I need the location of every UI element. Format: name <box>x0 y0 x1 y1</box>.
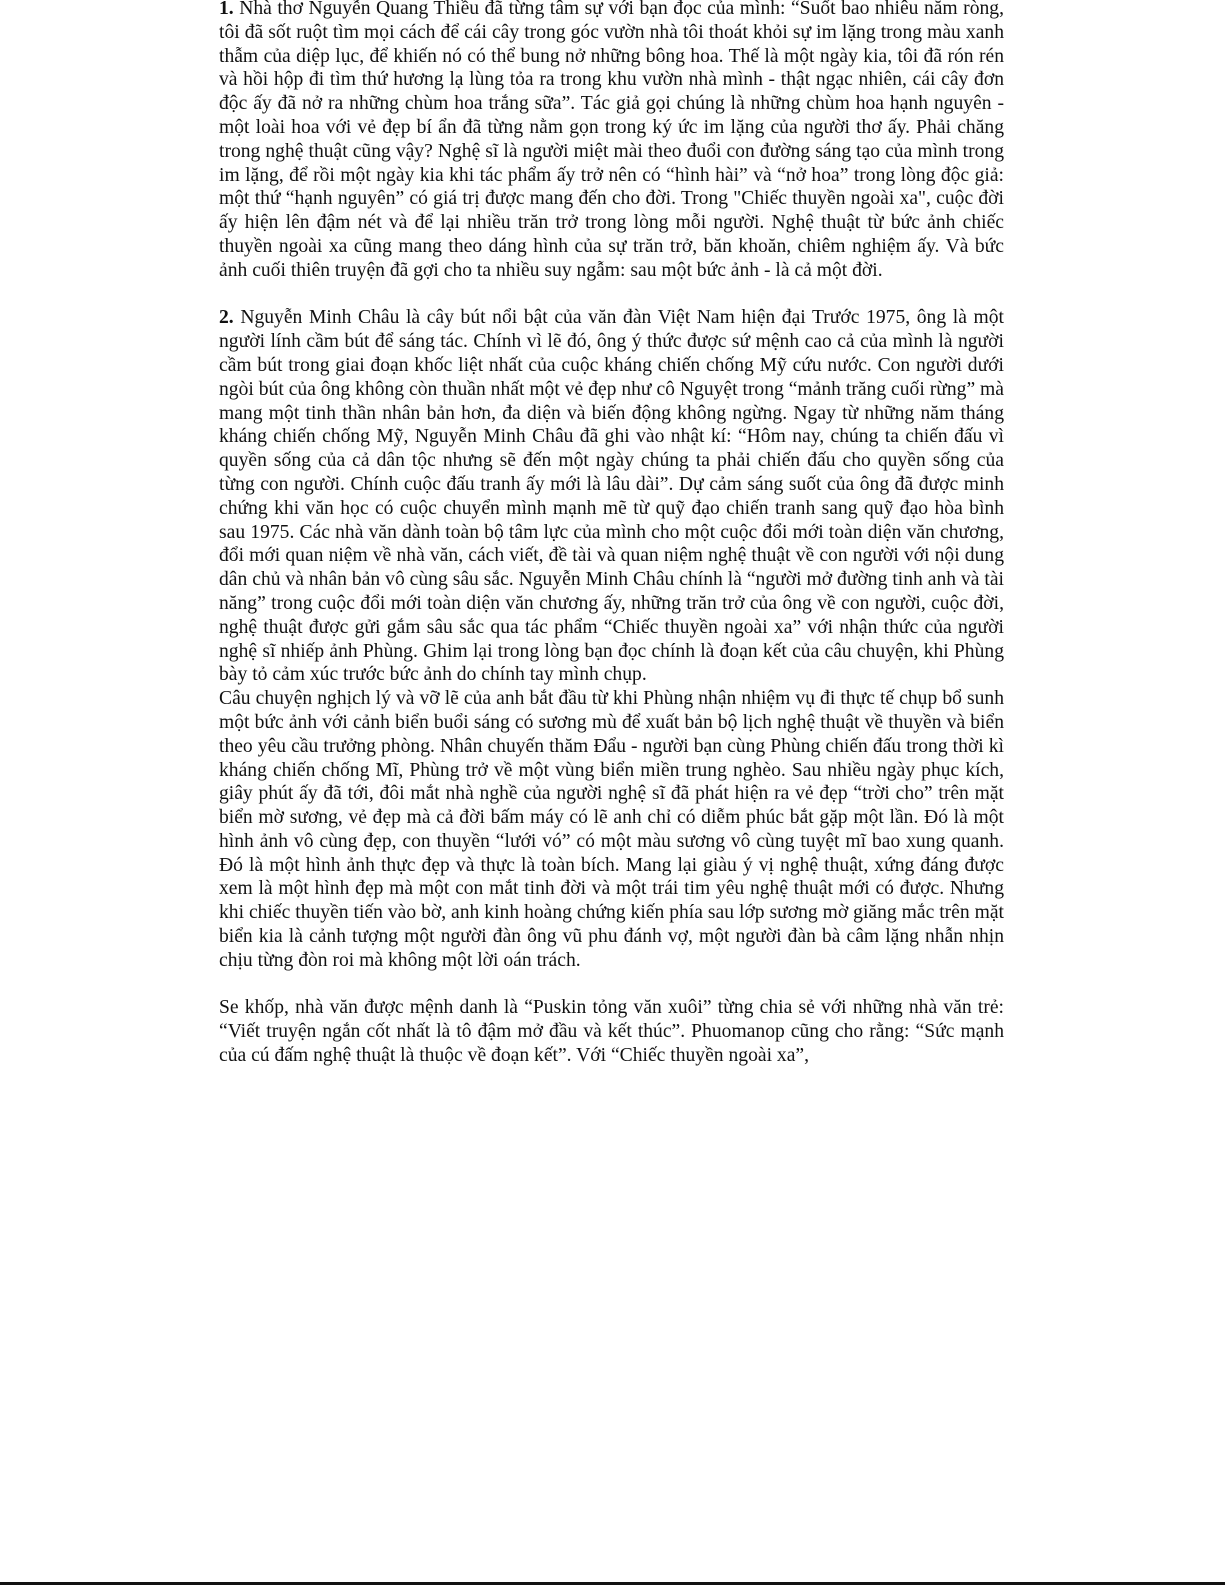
paragraph-text: Se khốp, nhà văn được mệnh danh là “Puskin tỏng văn xuôi” từng chia sẻ với những nhà văn trẻ: “Viết truyện ngắn cốt nhất là tô đậm mở đầu và kết thúc”. Phuomanop cũng cho rằng: “Sức mạnh của cú đấm nghệ thuật là thuộc về đoạn kết”. Với “Chiếc thuyền ngoài xa”, <box>219 997 1004 1067</box>
paragraph-text: Nhà thơ Nguyễn Quang Thiều đã từng tâm sự với bạn đọc của mình: “Suốt bao nhiêu năm ròng, tôi đã sốt ruột tìm mọi cách để cái cây trong góc vườn nhà tôi thoát khỏi sự im lặng trong màu xanh thẫm của diệp lục, để khiến nó có thể bung nở những bông hoa. Thế là một ngày kia, tôi đã rón rén và hồi hộp đi tìm thứ hương lạ lùng tỏa ra trong khu vườn nhà mình - thật ngạc nhiên, cái cây đơn độc ấy đã nở ra những chùm hoa trắng sữa”. Tác giả gọi chúng là những chùm hoa hạnh nguyên - một loài hoa với vẻ đẹp bí ẩn đã từng nằm gọn trong ký ức im lặng của người thơ ấy. Phải chăng trong nghệ thuật cũng vậy? Nghệ sĩ là người miệt mài theo đuổi con đường sáng tạo của mình trong im lặng, để rồi một ngày kia khi tác phẩm ấy trở nên có “hình hài” và “nở hoa” trong lòng độc giả: một thứ “hạnh nguyên” có giá trị được mang đến cho đời. Trong "Chiếc thuyền ngoài xa", cuộc đời ấy hiện lên đậm nét và để lại nhiều trăn trở trong lòng mỗi người. Nghệ thuật từ bức ảnh chiếc thuyền ngoài xa cũng mang theo dáng hình của sự trăn trở, băn khoăn, chiêm nghiệm ấy. Và bức ảnh cuối thiên truyện đã gợi cho ta nhiều suy ngẫm: sau một bức ảnh - là cả một đời. <box>219 0 1004 281</box>
paragraph-number: 1. <box>219 0 234 19</box>
paragraph-text: Nguyễn Minh Châu là cây bút nổi bật của văn đàn Việt Nam hiện đại Trước 1975, ông là một người lính cầm bút để sáng tác. Chính vì lẽ đó, ông ý thức được sứ mệnh cao cả của mình là người cầm bút trong giai đoạn khốc liệt nhất của cuộc kháng chiến chống Mỹ cứu nước. Con người dưới ngòi bút của ông không còn thuần nhất một vẻ đẹp như cô Nguyệt trong “mảnh trăng cuối rừng” mà mang một tinh thần nhân bản hơn, đa diện và biến động không ngừng. Ngay từ những năm tháng kháng chiến chống Mỹ, Nguyễn Minh Châu đã ghi vào nhật kí: “Hôm nay, chúng ta chiến đấu vì quyền sống của cả dân tộc nhưng sẽ đến một ngày chúng ta phải chiến đấu cho quyền sống của từng con người. Chính cuộc đấu tranh ấy mới là lâu dài”. Dự cảm sáng suốt của ông đã được minh chứng khi văn học có cuộc chuyển mình mạnh mẽ từ quỹ đạo chiến tranh sang quỹ đạo hòa bình sau 1975. Các nhà văn dành toàn bộ tâm lực của mình cho một cuộc đổi mới toàn diện văn chương, đổi mới quan niệm về nhà văn, cách viết, đề tài và quan niệm nghệ thuật về con người với nội dung dân chủ và nhân bản vô cùng sâu sắc. Nguyễn Minh Châu chính là “người mở đường tinh anh và tài năng” trong cuộc đổi mới toàn diện văn chương ấy, những trăn trở của ông về con người, cuộc đời, nghệ thuật được gửi gắm sâu sắc qua tác phẩm “Chiếc thuyền ngoài xa” với nhận thức của người nghệ sĩ nhiếp ảnh Phùng. Ghim lại trong lòng bạn đọc chính là đoạn kết của câu chuyện, khi Phùng bày tỏ cảm xúc trước bức ảnh do chính tay mình chụp. <box>219 307 1004 686</box>
paragraph-1 <box>219 0 1004 283</box>
paragraph-4 <box>219 996 1004 1067</box>
paragraph-number: 2. <box>219 307 234 329</box>
paragraph-3 <box>219 687 1004 973</box>
document-page <box>219 0 1004 1068</box>
paragraph-2 <box>219 306 1004 687</box>
paragraph-text: Câu chuyện nghịch lý và vỡ lẽ của anh bắt đầu từ khi Phùng nhận nhiệm vụ đi thực tế chụp bổ sunh một bức ảnh với cảnh biển buổi sáng có sương mù để xuất bản bộ lịch nghệ thuật về thuyền và biển theo yêu cầu trưởng phòng. Nhân chuyến thăm Đẩu - người bạn cùng Phùng chiến đấu trong thời kì kháng chiến chống Mĩ, Phùng trở về một vùng biển miền trung nghèo. Sau nhiều ngày phục kích, giây phút ấy đã tới, đôi mắt nhà nghề của người nghệ sĩ đã phát hiện ra vẻ đẹp “trời cho” trên mặt biển mờ sương, vẻ đẹp mà cả đời bấm máy có lẽ anh chỉ có diễm phúc bắt gặp một lần. Đó là một hình ảnh vô cùng đẹp, con thuyền “lưới vó” có một màu sương vô cùng tuyệt mĩ bao xung quanh. Đó là một hình ảnh thực đẹp và thực là toàn bích. Mang lại giàu ý vị nghệ thuật, xứng đáng được xem là một hình đẹp mà một con mắt tinh đời và một trái tim yêu nghệ thuật mới có được. Nhưng khi chiếc thuyền tiến vào bờ, anh kinh hoàng chứng kiến phía sau lớp sương mờ giăng mắc trên mặt biển kia là cảnh tượng một người đàn ông vũ phu đánh vợ, một người đàn bà câm lặng nhẫn nhịn chịu từng đòn roi mà không một lời oán trách. <box>219 688 1004 971</box>
